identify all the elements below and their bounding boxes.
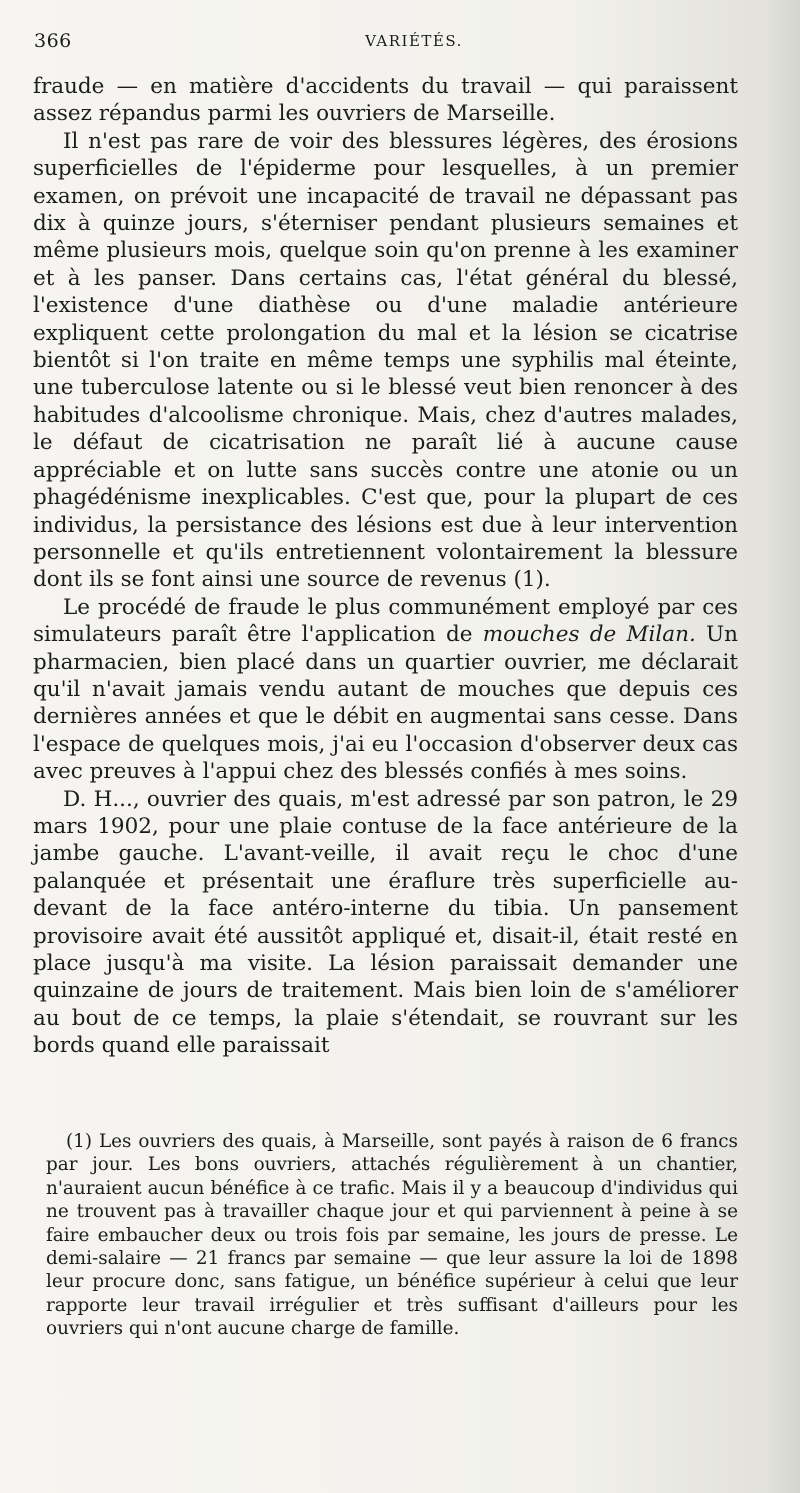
paragraph-malingering: Il n'est pas rare de voir des blessures légères, des érosions superficielles de l'épiderme pour lesquelles, à un premier examen, on prévoit une incapacité de travail ne dépassant pas dix à quinze jours, s'éterniser pendant plusieurs semaines et même plusieurs mois, quelque soin qu'on prenne à les examiner et à les panser. Dans certains cas, l'état général du blessé, l'existence d'une diathèse ou d'une maladie antérieure expliquent cette prolongation du mal et la lésion se cicatrise bientôt si l'on traite en même temps une syphilis mal éteinte, une tuberculose latente ou si le blessé veut bien renoncer à des habitudes d'alcoolisme chronique. Mais, chez d'autres malades, le défaut de cicatrisation ne paraît lié à aucune cause appréciable et on lutte sans succès contre une atonie ou un phagédénisme inexplicables. C'est que, pour la plupart de ces individus, la persistance des lésions est due à leur intervention personnelle et qu'ils entretiennent volontairement la blessure dont ils se font ainsi une source de revenus (1). [33,128,738,593]
page-number: 366 [34,30,72,52]
paragraph-fraud-method-emphasis: mouches de Milan. [482,622,696,648]
paragraph-case-dh: D. H..., ouvrier des quais, m'est adressé par son patron, le 29 mars 1902, pour une plaie contuse de la face antérieure de la jambe gauche. L'avant-veille, il avait reçu le choc d'une palanquée et présentait une éraflure très superficielle au-devant de la face antéro-interne du tibia. Un pansement provisoire avait été aussitôt appliqué et, disait-il, était resté en place jusqu'à ma visite. La lésion paraissait demander une quinzaine de jours de traitement. Mais bien loin de s'améliorer au bout de ce temps, la plaie s'étendait, se rouvrant sur les bords quand elle paraissait [33,786,738,1059]
paragraph-fraud-method-start: Le procédé de fraude le plus communément employé par ces simulateurs paraît être l'application de [33,594,738,648]
body-text [33,73,738,1060]
paragraph-continuation: fraude — en matière d'accidents du travail — qui paraissent assez répandus parmi les ouvriers de Marseille. [33,74,738,127]
footnote-1: (1) Les ouvriers des quais, à Marseille, sont payés à raison de 6 francs par jour. Les bons ouvriers, attachés régulièrement à un chantier, n'auraient aucun bénéfice à ce trafic. Mais il y a beaucoup d'individus qui ne trouvent pas à travailler chaque jour et qui parviennent à peine à se faire embaucher deux ou trois fois par semaine, les jours de presse. Le demi-salaire — 21 francs par semaine — que leur assure la loi de 1898 leur procure donc, sans fatigue, un bénéfice supérieur à celui que leur rapporte leur travail irrégulier et très suffisant d'ailleurs pour les ouvriers qui n'ont aucune charge de famille. [46,1131,738,1340]
paragraph-fraud-method [33,594,738,786]
running-title: VARIÉTÉS. [365,32,463,50]
footnotes [46,1130,738,1341]
paragraph-fraud-method-end: Un pharmacien, bien placé dans un quartier ouvrier, me déclarait qu'il n'avait jamais vendu autant de mouches que depuis ces dernières années et que le débit en augmentai sans cesse. Dans l'espace de quelques mois, j'ai eu l'occasion d'observer deux cas avec preuves à l'appui chez des blessés confiés à mes soins. [33,622,738,785]
page-header [34,30,734,62]
